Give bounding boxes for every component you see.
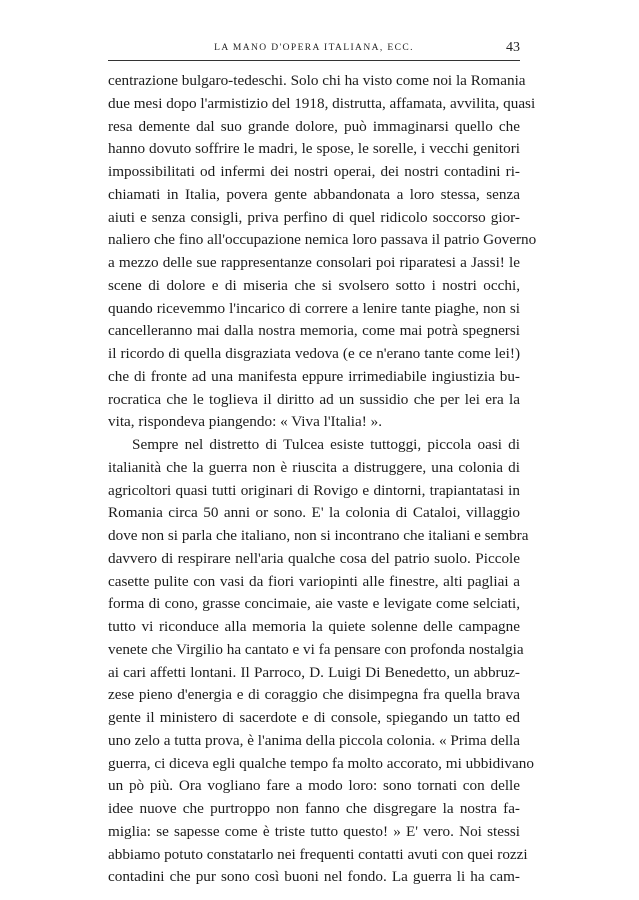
text-line: italianità che la guerra non è riuscita a distruggere, una colonia di — [108, 458, 520, 476]
text-line: quando ricevemmo l'incarico di correre a lenire tante piaghe, non si — [108, 299, 520, 317]
paragraph-end-line: vita, rispondeva piangendo: « Viva l'Italia! ». — [108, 413, 383, 431]
text-line: un pò più. Ora vogliano fare a modo loro: sono tornati con delle — [108, 777, 520, 795]
text-line: abbiamo potuto constatarlo nei frequenti contatti avuti con quei rozzi — [108, 845, 528, 863]
text-line: Romania circa 50 anni or sono. E' la colonia di Cataloi, villaggio — [108, 504, 520, 522]
text-line: zese pieno d'energia e di coraggio che disimpegna fra quella brava — [108, 686, 520, 704]
text-line: tutto vi riconduce alla memoria la quiete solenne delle campagne — [108, 618, 520, 635]
text-line: davvero di respirare nell'aria qualche cosa del patrio suolo. Piccole — [108, 549, 520, 567]
text-line: aiuti e senza consigli, priva perfino di quel ridicolo soccorso gior- — [108, 208, 520, 226]
text-line: casette pulite con vasi da fiori variopinti alle finestre, alti pagliai a — [108, 572, 520, 590]
text-line: impossibilitati od infermi dei nostri operai, dei nostri contadini ri- — [108, 163, 520, 180]
text-line: a mezzo delle sue rappresentanze consolari poi riparatesi a Jassi! le — [108, 254, 520, 271]
text-line: naliero che fino all'occupazione nemica loro passava il patrio Governo — [108, 231, 537, 249]
text-line: uno zelo a tutta prova, è l'anima della piccola colonia. « Prima della — [108, 731, 520, 749]
running-title: LA MANO D'OPERA ITALIANA, ECC. — [214, 43, 414, 53]
text-line: chiamati in Italia, povera gente abbandonata a loro stessa, senza — [108, 185, 520, 203]
text-line: dove non si parla che italiano, non si incontrano che italiani e sembra — [108, 527, 529, 544]
body-text — [108, 70, 537, 889]
header-rule — [108, 60, 520, 61]
text-line: miglia: se sapesse come è triste tutto questo! » E' vero. Noi stessi — [108, 822, 520, 840]
text-line: rocratica che le toglieva il diritto ad un sussidio che per lei era la — [108, 390, 520, 408]
text-line: scene di dolore e di miseria che si svolsero sotto i nostri occhi, — [108, 276, 520, 294]
text-line: due mesi dopo l'armistizio del 1918, distrutta, affamata, avvilita, quasi — [108, 94, 536, 112]
text-line: resa demente dal suo grande dolore, può immaginarsi quello che — [108, 117, 520, 135]
running-header — [108, 40, 520, 60]
text-line: ai cari affetti lontani. Il Parroco, D. Luigi Di Benedetto, un abbruz- — [108, 663, 520, 681]
text-line: guerra, ci diceva egli qualche tempo fa molto accorato, mi ubbidivano — [108, 754, 534, 772]
text-line: il ricordo di quella disgraziata vedova (e ce n'erano tante come lei!) — [108, 345, 520, 362]
text-line: gente il ministero di sacerdote e di console, spiegando un tatto ed — [108, 709, 520, 726]
text-line: centrazione bulgaro-tedeschi. Solo chi ha visto come noi la Romania — [108, 72, 526, 89]
text-line: cancelleranno mai dalla nostra memoria, come mai potrà spegnersi — [108, 322, 520, 340]
text-line: contadini che pur sono così buoni nel fondo. La guerra li ha cam- — [108, 868, 520, 886]
text-line: venete che Virgilio ha cantato e vi fa pensare con profonda nostalgia — [108, 640, 524, 658]
text-line: che di fronte ad una manifesta eppure irrimediabile ingiustizia bu- — [108, 367, 520, 385]
text-line: idee nuove che purtroppo non fanno che disgregare la nostra fa- — [108, 800, 520, 817]
text-line: forma di cono, grasse concimaie, aie vaste e levigate come selciati, — [108, 595, 520, 613]
text-line: hanno dovuto soffrire le madri, le spose, le sorelle, i vecchi genitori — [108, 140, 520, 158]
text-line: agricoltori quasi tutti originari di Rovigo e dintorni, trapiantatasi in — [108, 481, 520, 499]
paragraph-start-line: Sempre nel distretto di Tulcea esiste tuttoggi, piccola oasi di — [132, 436, 520, 453]
page-number: 43 — [506, 40, 520, 55]
